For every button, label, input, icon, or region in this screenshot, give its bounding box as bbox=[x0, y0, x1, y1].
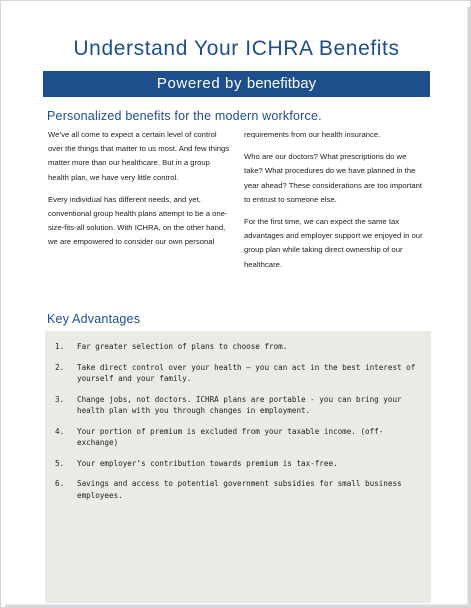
intro-paragraph: Who are our doctors? What prescriptions do we take? What procedures do we have planned in the year ahead? These considerations are too important to entrust to someone else. bbox=[244, 152, 423, 204]
intro-left-column bbox=[48, 128, 230, 258]
intro-paragraph: We’ve all come to expect a certain level of control over the things that matter to us most. And few things matter more than our healthcare. But in a group health plan, we have very little control. bbox=[48, 130, 230, 182]
advantages-list bbox=[55, 341, 419, 510]
item-text: Your employer’s contribution towards premium is tax-free. bbox=[77, 458, 338, 468]
banner-prefix: Powered by bbox=[156, 75, 243, 92]
powered-by-banner bbox=[43, 71, 430, 97]
key-advantages-panel bbox=[45, 331, 431, 603]
item-number: 3. bbox=[55, 394, 65, 404]
item-text: Take direct control over your health – you can act in the best interest of yourself and your family. bbox=[77, 362, 416, 383]
item-text: Savings and access to potential government subsidies for small business employees. bbox=[77, 479, 402, 500]
page-shadow-right bbox=[467, 7, 470, 607]
intro-paragraph: For the first time, we can expect the same tax advantages and employer support we enjoyed in our group plan while taking direct ownership of our healthcare. bbox=[244, 217, 423, 269]
item-number: 5. bbox=[55, 458, 65, 468]
item-text: Your portion of premium is excluded from your taxable income. (off-exchange) bbox=[77, 426, 384, 447]
intro-right-column bbox=[244, 128, 426, 280]
brand-name: benefitbay bbox=[246, 75, 317, 92]
list-item bbox=[55, 478, 419, 501]
item-number: 1. bbox=[55, 342, 65, 351]
intro-paragraph: requirements from our health insurance. bbox=[244, 130, 381, 139]
item-number: 2. bbox=[55, 362, 65, 372]
page-shadow-bottom bbox=[5, 604, 471, 607]
list-item bbox=[55, 394, 419, 417]
list-item bbox=[55, 341, 419, 353]
page-title: Understand Your ICHRA Benefits bbox=[73, 37, 400, 60]
list-item bbox=[55, 362, 419, 385]
item-text: Far greater selection of plans to choose from. bbox=[77, 342, 288, 351]
key-advantages-heading: Key Advantages bbox=[47, 312, 141, 326]
intro-paragraph: Every individual has different needs, and yet, conventional group health plans attempt to be a one-size-fits-all solution. With ICHRA, on the other hand, we are empowered to consider our own personal bbox=[48, 194, 228, 247]
item-text: Change jobs, not doctors. ICHRA plans are portable - you can bring your health plan with you through changes in employment. bbox=[77, 394, 402, 415]
item-number: 4. bbox=[55, 426, 65, 436]
item-number: 6. bbox=[55, 479, 65, 488]
intro-heading: Personalized benefits for the modern workforce. bbox=[47, 109, 322, 123]
list-item bbox=[55, 426, 419, 449]
list-item bbox=[55, 458, 419, 470]
